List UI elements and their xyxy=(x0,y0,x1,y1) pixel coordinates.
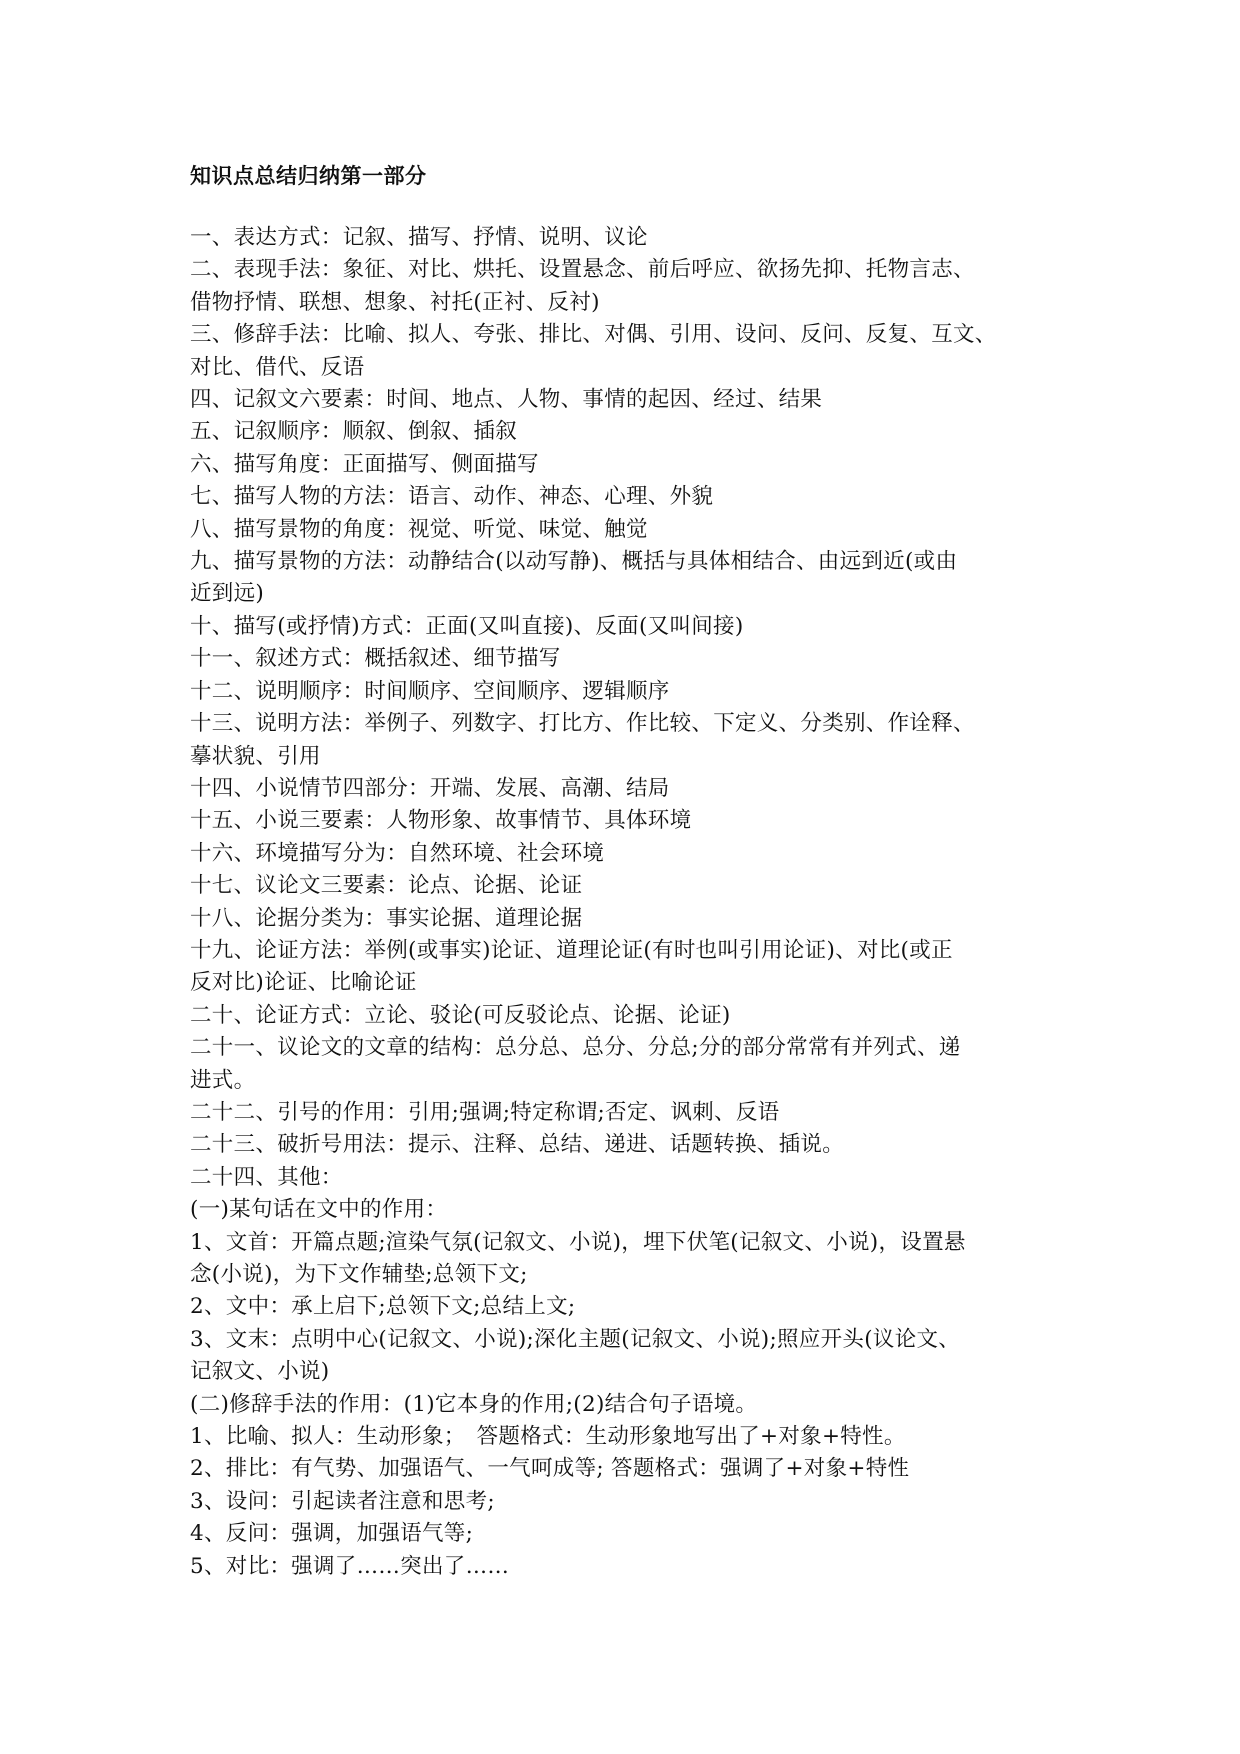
text-line: 一、表达方式：记叙、描写、抒情、说明、议论 xyxy=(190,225,648,250)
text-line: 七、描写人物的方法：语言、动作、神态、心理、外貌 xyxy=(190,484,714,510)
text-line: 对比、借代、反语 xyxy=(190,354,365,380)
text-line: 5、对比：强调了……突出了…… xyxy=(190,1553,510,1579)
text-line: 记叙文、小说) xyxy=(190,1359,330,1385)
text-line: 四、记叙文六要素：时间、地点、人物、事情的起因、经过、结果 xyxy=(190,387,823,413)
text-line: 五、记叙顺序：顺叙、倒叙、插叙 xyxy=(190,419,518,445)
text-line: 进式。 xyxy=(190,1067,256,1093)
text-line: 十二、说明顺序：时间顺序、空间顺序、逻辑顺序 xyxy=(190,678,670,704)
text-line: 2、文中：承上启下;总领下文;总结上文; xyxy=(190,1294,576,1320)
text-line: 1、比喻、拟人：生动形象； 答题格式：生动形象地写出了+对象+特性。 xyxy=(190,1424,906,1450)
text-line: 二十、论证方式：立论、驳论(可反驳论点、论据、论证) xyxy=(190,1002,731,1028)
text-line: 摹状貌、引用 xyxy=(190,743,321,769)
text-line: 4、反问：强调，加强语气等; xyxy=(190,1521,474,1547)
text-line: 十七、议论文三要素：论点、论据、论证 xyxy=(190,873,583,899)
text-line: 二十二、引号的作用：引用;强调;特定称谓;否定、讽刺、反语 xyxy=(190,1099,780,1125)
text-line: 十三、说明方法：举例子、列数字、打比方、作比较、下定义、分类别、作诠释、 xyxy=(190,711,975,737)
text-line: 二、表现手法：象征、对比、烘托、设置悬念、前后呼应、欲扬先抑、托物言志、 xyxy=(190,257,975,283)
text-line: 十四、小说情节四部分：开端、发展、高潮、结局 xyxy=(190,775,670,801)
text-line: 二十四、其他： xyxy=(190,1164,343,1190)
text-line: 九、描写景物的方法：动静结合(以动写静)、概括与具体相结合、由远到近(或由 xyxy=(190,549,958,575)
text-line: 十六、环境描写分为：自然环境、社会环境 xyxy=(190,840,605,866)
text-line: 十五、小说三要素：人物形象、故事情节、具体环境 xyxy=(190,808,692,834)
document-title: 知识点总结归纳第一部分 xyxy=(190,164,427,188)
text-line: 八、描写景物的角度：视觉、听觉、味觉、触觉 xyxy=(190,516,648,542)
text-line: 十八、论据分类为：事实论据、道理论据 xyxy=(190,905,583,931)
text-line: 三、修辞手法：比喻、拟人、夸张、排比、对偶、引用、设问、反问、反复、互文、 xyxy=(190,322,997,348)
text-line: 借物抒情、联想、想象、衬托(正衬、反衬) xyxy=(190,289,600,315)
text-line: (一)某句话在文中的作用： xyxy=(190,1197,448,1223)
text-line: 十一、叙述方式：概括叙述、细节描写 xyxy=(190,646,561,672)
text-line: 六、描写角度：正面描写、侧面描写 xyxy=(190,451,539,477)
text-line: 十九、论证方法：举例(或事实)论证、道理论证(有时也叫引用论证)、对比(或正 xyxy=(190,937,953,963)
text-line: 反对比)论证、比喻论证 xyxy=(190,970,417,996)
text-line: 1、文首：开篇点题;渲染气氛(记叙文、小说)，埋下伏笔(记叙文、小说)，设置悬 xyxy=(190,1229,966,1255)
text-line: (二)修辞手法的作用：(1)它本身的作用;(2)结合句子语境。 xyxy=(190,1391,758,1417)
text-line: 3、文末：点明中心(记叙文、小说);深化主题(记叙文、小说);照应开头(议论文、 xyxy=(190,1326,961,1352)
text-line: 二十一、议论文的文章的结构：总分总、总分、分总;分的部分常常有并列式、递 xyxy=(190,1035,961,1061)
text-line: 二十三、破折号用法：提示、注释、总结、递进、话题转换、插说。 xyxy=(190,1132,845,1158)
document-page xyxy=(190,160,1070,1583)
text-line: 念(小说)，为下文作辅垫;总领下文; xyxy=(190,1262,528,1287)
text-line: 3、设问：引起读者注意和思考; xyxy=(190,1488,495,1514)
text-line: 近到远) xyxy=(190,581,265,607)
text-line: 2、排比：有气势、加强语气、一气呵成等; 答题格式：强调了+对象+特性 xyxy=(190,1456,910,1482)
document-body xyxy=(190,222,1070,1583)
text-line: 十、描写(或抒情)方式：正面(又叫直接)、反面(又叫间接) xyxy=(190,613,744,639)
